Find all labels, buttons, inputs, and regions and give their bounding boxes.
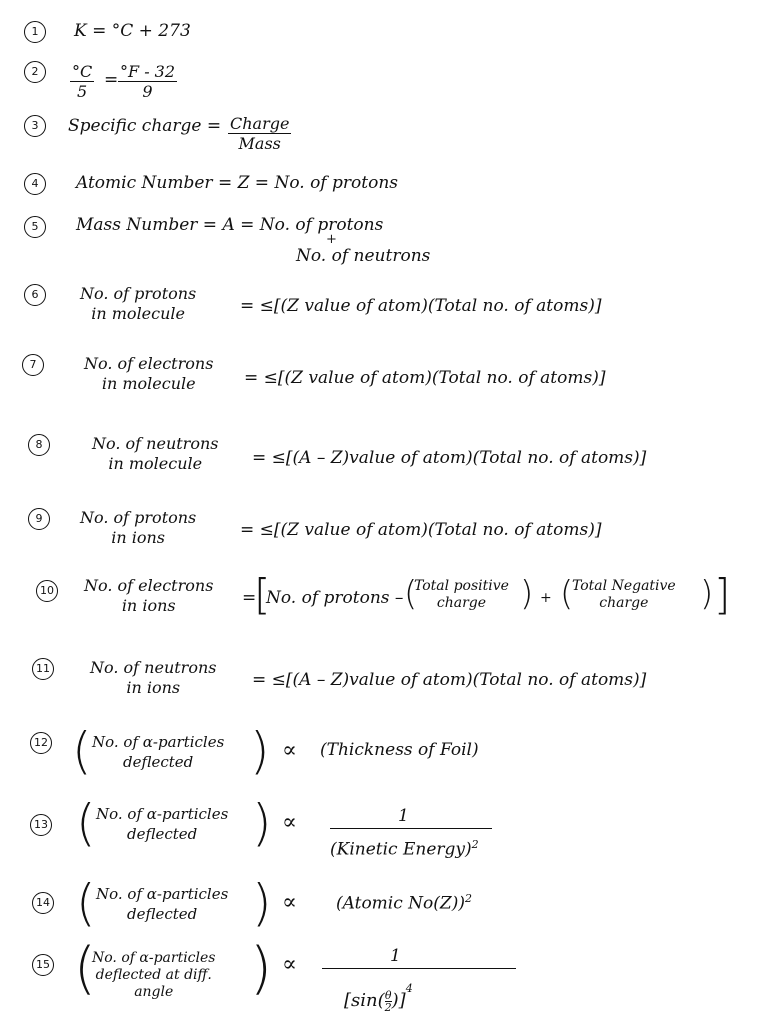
alpha-particles-label (96, 884, 228, 924)
close-paren: ) (252, 874, 272, 932)
numerator: °F - 32 (120, 62, 176, 81)
proportional-sign: ∝ (282, 952, 297, 977)
equation-number: 10 (36, 580, 58, 602)
stack-line-3: angle (134, 984, 174, 1000)
mass-number-formula: Mass Number = A = No. of protons (76, 215, 384, 235)
celsius-fraction (70, 62, 94, 101)
open-bracket: [ (254, 570, 271, 619)
equation-number: 8 (28, 434, 50, 456)
atomic-number-formula: Atomic Number = Z = No. of protons (76, 173, 398, 193)
close-paren: ) (520, 574, 534, 614)
open-paren: ( (560, 574, 574, 614)
numerator: 1 (398, 806, 409, 826)
lhs-line-2: in ions (121, 596, 176, 615)
thickness-of-foil: (Thickness of Foil) (320, 740, 479, 760)
kinetic-energy-denominator (330, 838, 479, 860)
lhs-line-1: No. of protons (80, 508, 197, 527)
fahrenheit-fraction (118, 62, 177, 101)
lhs-line-2: in ions (126, 678, 181, 697)
exponent: 2 (471, 838, 479, 851)
denominator: 5 (77, 82, 88, 101)
equation-number: 15 (32, 954, 54, 976)
lhs-label (84, 576, 213, 616)
denominator: 9 (142, 82, 153, 101)
rhs-expression: = ≤[(Z value of atom)(Total no. of atoms)] (240, 520, 602, 540)
denominator: Mass (238, 134, 281, 153)
stack-line-2: charge (436, 595, 487, 611)
proportional-sign: ∝ (282, 810, 297, 835)
open-paren: ( (72, 722, 92, 780)
sine-close: )] (391, 990, 406, 1011)
sine-open: [sin( (344, 990, 385, 1011)
lhs-line-1: No. of electrons (84, 354, 214, 373)
rhs-expression: = ≤[(Z value of atom)(Total no. of atoms)] (240, 296, 602, 316)
equation-number: 3 (24, 115, 46, 137)
alpha-particles-label (92, 950, 215, 1001)
rhs-expression: = ≤[(A – Z)value of atom)(Total no. of atoms)] (252, 448, 647, 468)
open-paren: ( (74, 936, 96, 1001)
lhs-label (80, 508, 196, 548)
equation-number: 2 (24, 61, 46, 83)
close-paren: ) (252, 794, 272, 852)
numerator: Charge (230, 114, 290, 133)
kelvin-formula: K = °C + 273 (74, 21, 191, 41)
stack-line-1: No. of α-particles (92, 733, 225, 751)
lhs-label (84, 354, 213, 394)
alpha-particles-label (92, 732, 224, 772)
stack-line-2: deflected (127, 825, 198, 843)
plus-sign: + (540, 590, 552, 606)
open-paren: ( (76, 874, 96, 932)
stack-line-1: No. of α-particles (92, 950, 216, 966)
lhs-line-1: No. of neutrons (90, 658, 217, 677)
neutrons-term: No. of neutrons (296, 246, 431, 266)
kinetic-energy-text: (Kinetic Energy) (330, 839, 472, 860)
stack-line-2: charge (599, 595, 649, 611)
equation-number: 6 (24, 284, 46, 306)
stack-line-2: deflected (123, 753, 194, 771)
numerator: °C (72, 62, 93, 81)
lhs-label (80, 284, 196, 324)
stack-line-2: deflected at diff. (95, 967, 212, 983)
specific-charge-label: Specific charge = (68, 116, 222, 136)
rhs-expression: = ≤[(A – Z)value of atom)(Total no. of atoms)] (252, 670, 647, 690)
plus-sign: + (326, 232, 337, 247)
fraction-bar (330, 828, 492, 829)
proportional-sign: ∝ (282, 890, 297, 915)
open-paren: ( (404, 574, 418, 614)
stack-line-1: Total positive (414, 578, 509, 594)
sine-denominator (344, 982, 413, 1013)
lhs-label (92, 434, 218, 474)
lhs-line-2: in ions (111, 528, 166, 547)
total-negative-charge (572, 578, 676, 612)
close-bracket: ] (714, 570, 731, 619)
charge-mass-fraction (228, 114, 291, 153)
stack-line-1: No. of α-particles (96, 885, 229, 903)
close-paren: ) (250, 936, 272, 1001)
equals-sign: = (242, 588, 257, 608)
lhs-line-2: in molecule (101, 374, 196, 393)
alpha-particles-label (96, 804, 228, 844)
equation-number: 13 (30, 814, 52, 836)
lhs-line-2: in molecule (108, 454, 203, 473)
open-paren: ( (76, 794, 96, 852)
equation-number: 5 (24, 216, 46, 238)
stack-line-1: Total Negative (572, 578, 676, 594)
rhs-expression: = ≤[(Z value of atom)(Total no. of atoms)] (244, 368, 606, 388)
lhs-line-1: No. of protons (80, 284, 197, 303)
equation-number: 9 (28, 508, 50, 530)
two-denominator: 2 (384, 1000, 392, 1014)
equation-number: 1 (24, 21, 46, 43)
protons-term: No. of protons – (266, 588, 404, 608)
atomic-number-text: (Atomic No(Z)) (336, 893, 465, 914)
equation-number: 11 (32, 658, 54, 680)
atomic-number-term (336, 892, 472, 914)
theta-symbol: θ (384, 988, 392, 1002)
equals-sign: = (104, 70, 119, 90)
total-positive-charge (414, 578, 509, 612)
equation-number: 7 (22, 354, 44, 376)
fraction-bar (322, 968, 516, 969)
equation-number: 12 (30, 732, 52, 754)
exponent: 2 (464, 892, 472, 905)
close-paren: ) (250, 722, 270, 780)
lhs-line-2: in molecule (91, 304, 185, 323)
stack-line-1: No. of α-particles (96, 805, 229, 823)
exponent: 4 (405, 982, 413, 995)
stack-line-2: deflected (127, 905, 198, 923)
close-paren: ) (700, 574, 714, 614)
proportional-sign: ∝ (282, 738, 297, 763)
half-angle-fraction (385, 990, 392, 1013)
equation-number: 14 (32, 892, 54, 914)
lhs-label (90, 658, 216, 698)
lhs-line-1: No. of neutrons (92, 434, 219, 453)
equation-number: 4 (24, 173, 46, 195)
lhs-line-1: No. of electrons (84, 576, 214, 595)
numerator: 1 (390, 946, 401, 966)
